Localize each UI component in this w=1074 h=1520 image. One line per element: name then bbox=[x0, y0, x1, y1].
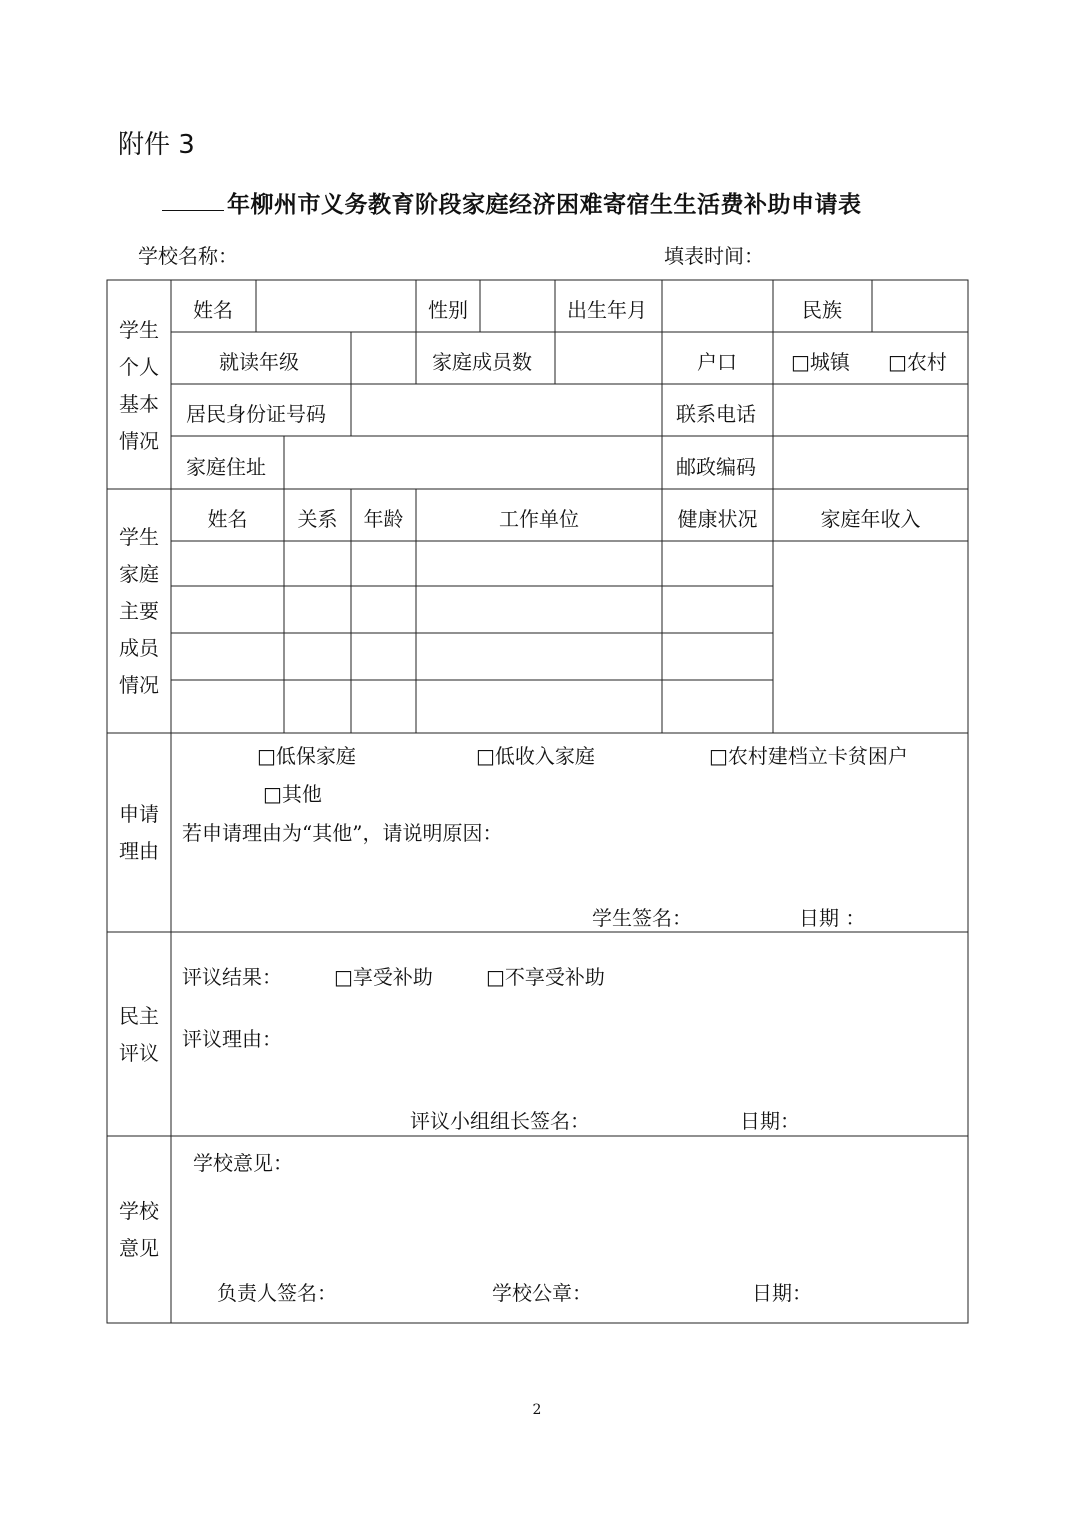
page-number: 2 bbox=[532, 1402, 542, 1418]
name-field[interactable] bbox=[258, 282, 414, 330]
family-col-name: 姓名 bbox=[207, 507, 248, 531]
birth-field[interactable] bbox=[664, 282, 771, 330]
rural-checkbox[interactable]: □农村 bbox=[888, 350, 947, 374]
family-member-rows[interactable] bbox=[173, 543, 771, 731]
address-label: 家庭住址 bbox=[186, 455, 266, 479]
name-label: 姓名 bbox=[193, 298, 233, 322]
section-family-header: 学生家庭主要成员情况 bbox=[119, 525, 159, 697]
review-reason-label: 评议理由： bbox=[182, 1027, 282, 1051]
page-title bbox=[162, 186, 862, 219]
other-reason-note: 若申请理由为“其他”，请说明原因： bbox=[182, 821, 503, 845]
family-col-age: 年龄 bbox=[363, 507, 404, 531]
section-reason-header: 申请理由 bbox=[119, 802, 159, 863]
grade-field[interactable] bbox=[353, 334, 414, 382]
school-opinion-label: 学校意见： bbox=[193, 1151, 293, 1175]
fill-time-label: 填表时间： bbox=[664, 244, 764, 268]
family-income-field[interactable] bbox=[775, 543, 966, 731]
ethnicity-field[interactable] bbox=[874, 282, 966, 330]
gender-field[interactable] bbox=[482, 282, 553, 330]
household-label: 户口 bbox=[697, 350, 737, 374]
school-date-label: 日期： bbox=[752, 1281, 812, 1305]
family-col-health: 健康状况 bbox=[677, 507, 758, 531]
year-blank[interactable] bbox=[162, 186, 224, 211]
option-no-subsidy[interactable]: □不享受补助 bbox=[486, 965, 605, 989]
grade-label: 就读年级 bbox=[219, 350, 299, 374]
reason-date-label: 日期 ： bbox=[799, 906, 866, 930]
section-review-header: 民主评议 bbox=[119, 1004, 159, 1065]
option-poverty-household[interactable]: □农村建档立卡贫困户 bbox=[709, 744, 908, 768]
option-other[interactable]: □其他 bbox=[263, 782, 322, 806]
family-col-workplace: 工作单位 bbox=[499, 507, 579, 531]
option-dibao[interactable]: □低保家庭 bbox=[257, 744, 356, 768]
gender-label: 性别 bbox=[428, 298, 468, 322]
student-sign-label: 学生签名： bbox=[592, 906, 692, 930]
id-number-label: 居民身份证号码 bbox=[186, 402, 326, 426]
birth-label: 出生年月 bbox=[567, 298, 647, 322]
section-personal-header: 学生个人基本情况 bbox=[119, 318, 159, 453]
school-seal-label: 学校公章： bbox=[492, 1281, 592, 1305]
review-date-label: 日期： bbox=[740, 1109, 800, 1133]
leader-sign-label: 评议小组组长签名： bbox=[410, 1109, 590, 1133]
urban-checkbox[interactable]: □城镇 bbox=[791, 350, 850, 374]
phone-field[interactable] bbox=[775, 386, 966, 434]
section-school-header: 学校意见 bbox=[119, 1199, 159, 1260]
family-col-relation: 关系 bbox=[297, 507, 338, 531]
postcode-field[interactable] bbox=[775, 438, 966, 487]
title-text: 年柳州市义务教育阶段家庭经济困难寄宿生生活费补助申请表 bbox=[227, 191, 862, 218]
review-result-label: 评议结果： bbox=[182, 965, 282, 989]
attachment-label: 附件 3 bbox=[118, 130, 195, 160]
phone-label: 联系电话 bbox=[676, 402, 756, 426]
family-count-field[interactable] bbox=[557, 334, 660, 382]
option-receive-subsidy[interactable]: □享受补助 bbox=[334, 965, 433, 989]
principal-sign-label: 负责人签名： bbox=[217, 1281, 337, 1305]
postcode-label: 邮政编码 bbox=[676, 455, 756, 479]
family-count-label: 家庭成员数 bbox=[432, 350, 532, 374]
school-name-label: 学校名称： bbox=[138, 244, 238, 268]
address-field[interactable] bbox=[286, 438, 660, 487]
ethnicity-label: 民族 bbox=[802, 298, 842, 322]
id-number-field[interactable] bbox=[353, 386, 660, 434]
option-low-income[interactable]: □低收入家庭 bbox=[476, 744, 595, 768]
family-col-income: 家庭年收入 bbox=[820, 507, 921, 531]
